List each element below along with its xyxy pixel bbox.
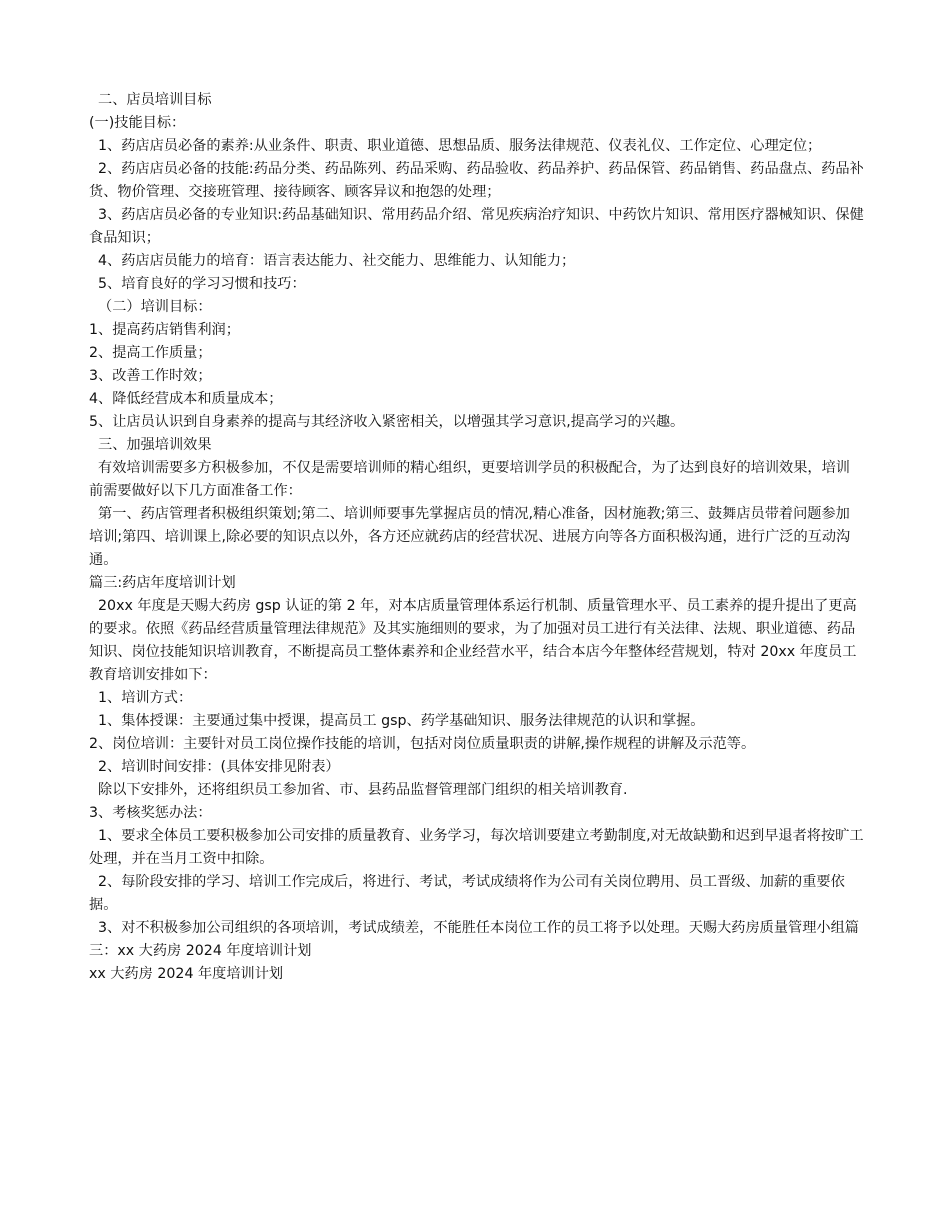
closing-title: xx 大药房 2024 年度培训计划 <box>89 966 284 982</box>
list-item: 2、培训时间安排：(具体安排见附表） <box>89 759 340 775</box>
list-item: 2、岗位培训：主要针对员工岗位操作技能的培训，包括对岗位质量职责的讲解,操作规程的讲解及示范等。 <box>89 736 756 752</box>
list-item: 1、集体授课：主要通过集中授课，提高员工 gsp、药学基础知识、服务法律规范的认识和掌握。 <box>89 713 705 729</box>
paragraph: 第一、药店管理者积极组织策划;第二、培训师要事先掌握店员的情况,精心准备，因材施教;第三、鼓舞店员带着问题参加培训;第四、培训课上,除必要的知识点以外，各方还应就药店的经营状况、进展方向等各方面积极沟通，进行广泛的互动沟通。 <box>89 506 851 568</box>
list-item: 1、提高药店销售利润； <box>89 322 240 338</box>
list-item: 2、提高工作质量； <box>89 345 212 361</box>
list-item: 3、改善工作时效； <box>89 368 212 384</box>
paragraph: 20xx 年度是天赐大药房 gsp 认证的第 2 年，对本店质量管理体系运行机制、质量管理水平、员工素养的提升提出了更高的要求。依照《药品经营质量管理法律规范》及其实施细则的要求，为了加强对员工进行有关法律、法规、职业道德、药品知识、岗位技能知识培训教育，不断提高员工整体素养和企业经营水平，结合本店今年整体经营规划，特对 20xx 年度员工教育培训安排如下： <box>89 598 857 683</box>
section-heading-annual-plan: 篇三:药店年度培训计划 <box>89 575 236 591</box>
document-body <box>89 89 864 986</box>
paragraph: 1、要求全体员工要积极参加公司安排的质量教育、业务学习，每次培训要建立考勤制度,对无故缺勤和迟到早退者将按旷工处理，并在当月工资中扣除。 <box>89 828 864 867</box>
list-item: 1、培训方式： <box>89 690 193 706</box>
paragraph: 2、药店店员必备的技能:药品分类、药品陈列、药品采购、药品验收、药品养护、药品保管、药品销售、药品盘点、药品补货、物价管理、交接班管理、接待顾客、顾客异议和抱怨的处理； <box>89 161 864 200</box>
paragraph: 2、每阶段安排的学习、培训工作完成后，将进行、考试，考试成绩将作为公司有关岗位聘用、员工晋级、加薪的重要依据。 <box>89 874 845 913</box>
paragraph: 4、药店店员能力的培育：语言表达能力、社交能力、思维能力、认知能力； <box>89 253 576 269</box>
paragraph: 除以下安排外，还将组织员工参加省、市、县药品监督管理部门组织的相关培训教育. <box>89 782 628 798</box>
list-item: 3、考核奖惩办法： <box>89 805 212 821</box>
subheading-skill-goals: (一)技能目标： <box>89 115 186 131</box>
paragraph: 5、培育良好的学习习惯和技巧： <box>89 276 306 292</box>
section-heading-training-effect: 三、加强培训效果 <box>89 437 212 453</box>
list-item: 5、让店员认识到自身素养的提高与其经济收入紧密相关，以增强其学习意识,提高学习的兴趣。 <box>89 414 685 430</box>
paragraph: 1、药店店员必备的素养:从业条件、职责、职业道德、思想品质、服务法律规范、仪表礼仪、工作定位、心理定位； <box>89 138 822 154</box>
paragraph: 有效培训需要多方积极参加，不仅是需要培训师的精心组织，更要培训学员的积极配合，为了达到良好的培训效果，培训前需要做好以下几方面准备工作： <box>89 460 850 499</box>
section-heading-staff-training-goals: 二、店员培训目标 <box>89 92 212 108</box>
subheading-training-goals: （二）培训目标： <box>89 299 212 315</box>
paragraph: 3、药店店员必备的专业知识:药品基础知识、常用药品介绍、常见疾病治疗知识、中药饮片知识、常用医疗器械知识、保健食品知识； <box>89 207 864 246</box>
list-item: 4、降低经营成本和质量成本； <box>89 391 283 407</box>
paragraph: 3、对不积极参加公司组织的各项培训，考试成绩差，不能胜任本岗位工作的员工将予以处理。天赐大药房质量管理小组篇三：xx 大药房 2024 年度培训计划 <box>89 920 859 959</box>
